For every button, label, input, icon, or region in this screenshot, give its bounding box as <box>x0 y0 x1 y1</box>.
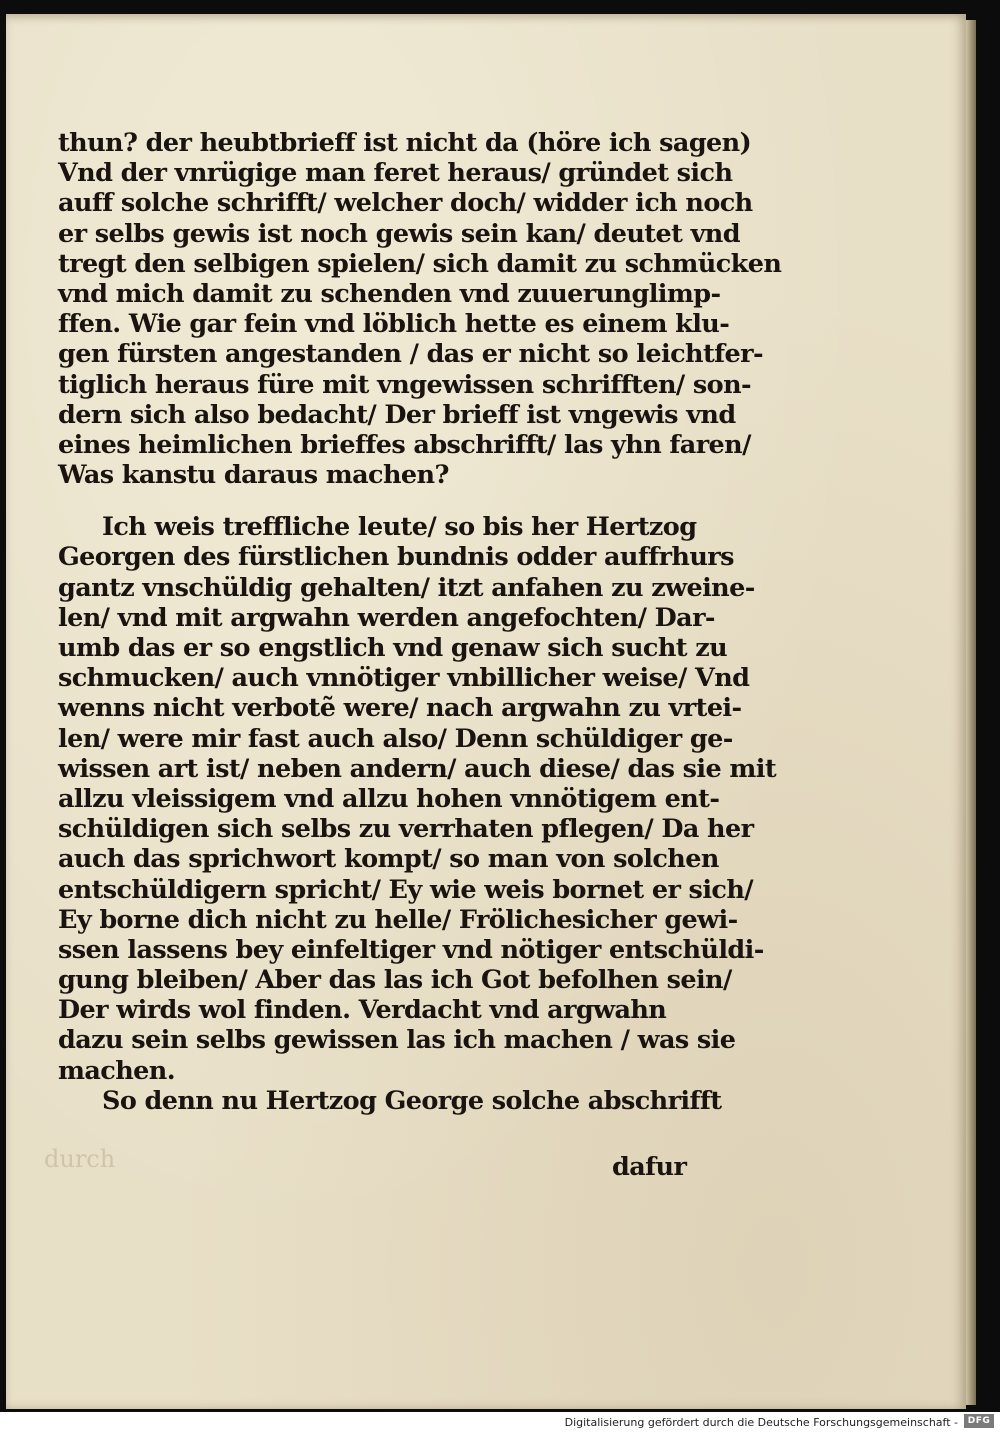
text-line: allzu vleissigem vnd allzu hohen vnnötigem ent- <box>58 783 720 814</box>
text-line: gen fürsten angestanden / das er nicht so leichtfer- <box>58 339 763 370</box>
text-line: eines heimlichen brieffes abschrifft/ las yhn faren/ <box>58 429 751 460</box>
text-line: auch das sprichwort kompt/ so man von solchen <box>58 844 719 875</box>
text-line: gung bleiben/ Aber das las ich Got befolhen sein/ <box>58 965 732 996</box>
dfg-logo: DFG <box>964 1414 994 1428</box>
text-line: gantz vnschüldig gehalten/ itzt anfahen zu zweine- <box>58 572 755 603</box>
text-line: wenns nicht verbotẽ were/ nach argwahn zu vrtei- <box>58 693 742 724</box>
text-line: ffen. Wie gar fein vnd löblich hette es einem klu- <box>58 309 730 340</box>
text-line: Ey borne dich nicht zu helle/ Frölichesicher gewi- <box>58 904 738 935</box>
text-line: Was kanstu daraus machen? <box>58 460 449 491</box>
text-line: So denn nu Hertzog George solche abschrifft <box>102 1085 722 1116</box>
text-line: auff solche schrifft/ welcher doch/ widder ich noch <box>58 188 753 219</box>
funding-credit: Digitalisierung gefördert durch die Deutsche Forschungsgemeinschaft - <box>564 1416 958 1429</box>
catchword: dafur <box>612 1152 687 1182</box>
text-line: ssen lassens bey einfeltiger vnd nötiger entschüldi- <box>58 934 764 965</box>
text-line: Der wirds wol finden. Verdacht vnd argwahn <box>58 995 667 1026</box>
text-line: Vnd der vnrügige man feret heraus/ gründet sich <box>58 158 733 189</box>
text-line: dazu sein selbs gewissen las ich machen / was sie <box>58 1025 736 1056</box>
text-line: Ich weis treffliche leute/ so bis her Hertzog <box>102 512 697 543</box>
text-line: entschüldigern spricht/ Ey wie weis bornet er sich/ <box>58 874 753 905</box>
text-line: tiglich heraus füre mit vngewissen schrifften/ son- <box>58 369 751 400</box>
paragraph-gap <box>58 490 718 512</box>
page-text <box>58 128 782 1116</box>
text-line: wissen art ist/ neben andern/ auch diese/ das sie mit <box>58 753 777 784</box>
text-line: schmucken/ auch vnnötiger vnbillicher weise/ Vnd <box>58 663 750 694</box>
page-edge <box>966 20 976 1405</box>
text-line: vnd mich damit zu schenden vnd zuuerunglimp- <box>58 278 721 309</box>
text-line: len/ vnd mit argwahn werden angefochten/ Dar- <box>58 602 715 633</box>
text-line: machen. <box>58 1055 176 1086</box>
text-line: Georgen des fürstlichen bundnis odder auffrhurs <box>58 542 734 573</box>
bleedthrough-text: durch <box>44 1145 116 1173</box>
text-line: thun? der heubtbrieff ist nicht da (höre ich sagen) <box>58 128 752 158</box>
text-line: schüldigen sich selbs zu verrhaten pflegen/ Da her <box>58 814 754 845</box>
text-line: dern sich also bedacht/ Der brieff ist vngewis vnd <box>58 399 736 430</box>
text-line: er selbs gewis ist noch gewis sein kan/ deutet vnd <box>58 218 740 249</box>
text-line: umb das er so engstlich vnd genaw sich sucht zu <box>58 633 728 663</box>
text-line: len/ were mir fast auch also/ Denn schüldiger ge- <box>58 723 733 754</box>
text-line: tregt den selbigen spielen/ sich damit zu schmücken <box>58 248 782 279</box>
